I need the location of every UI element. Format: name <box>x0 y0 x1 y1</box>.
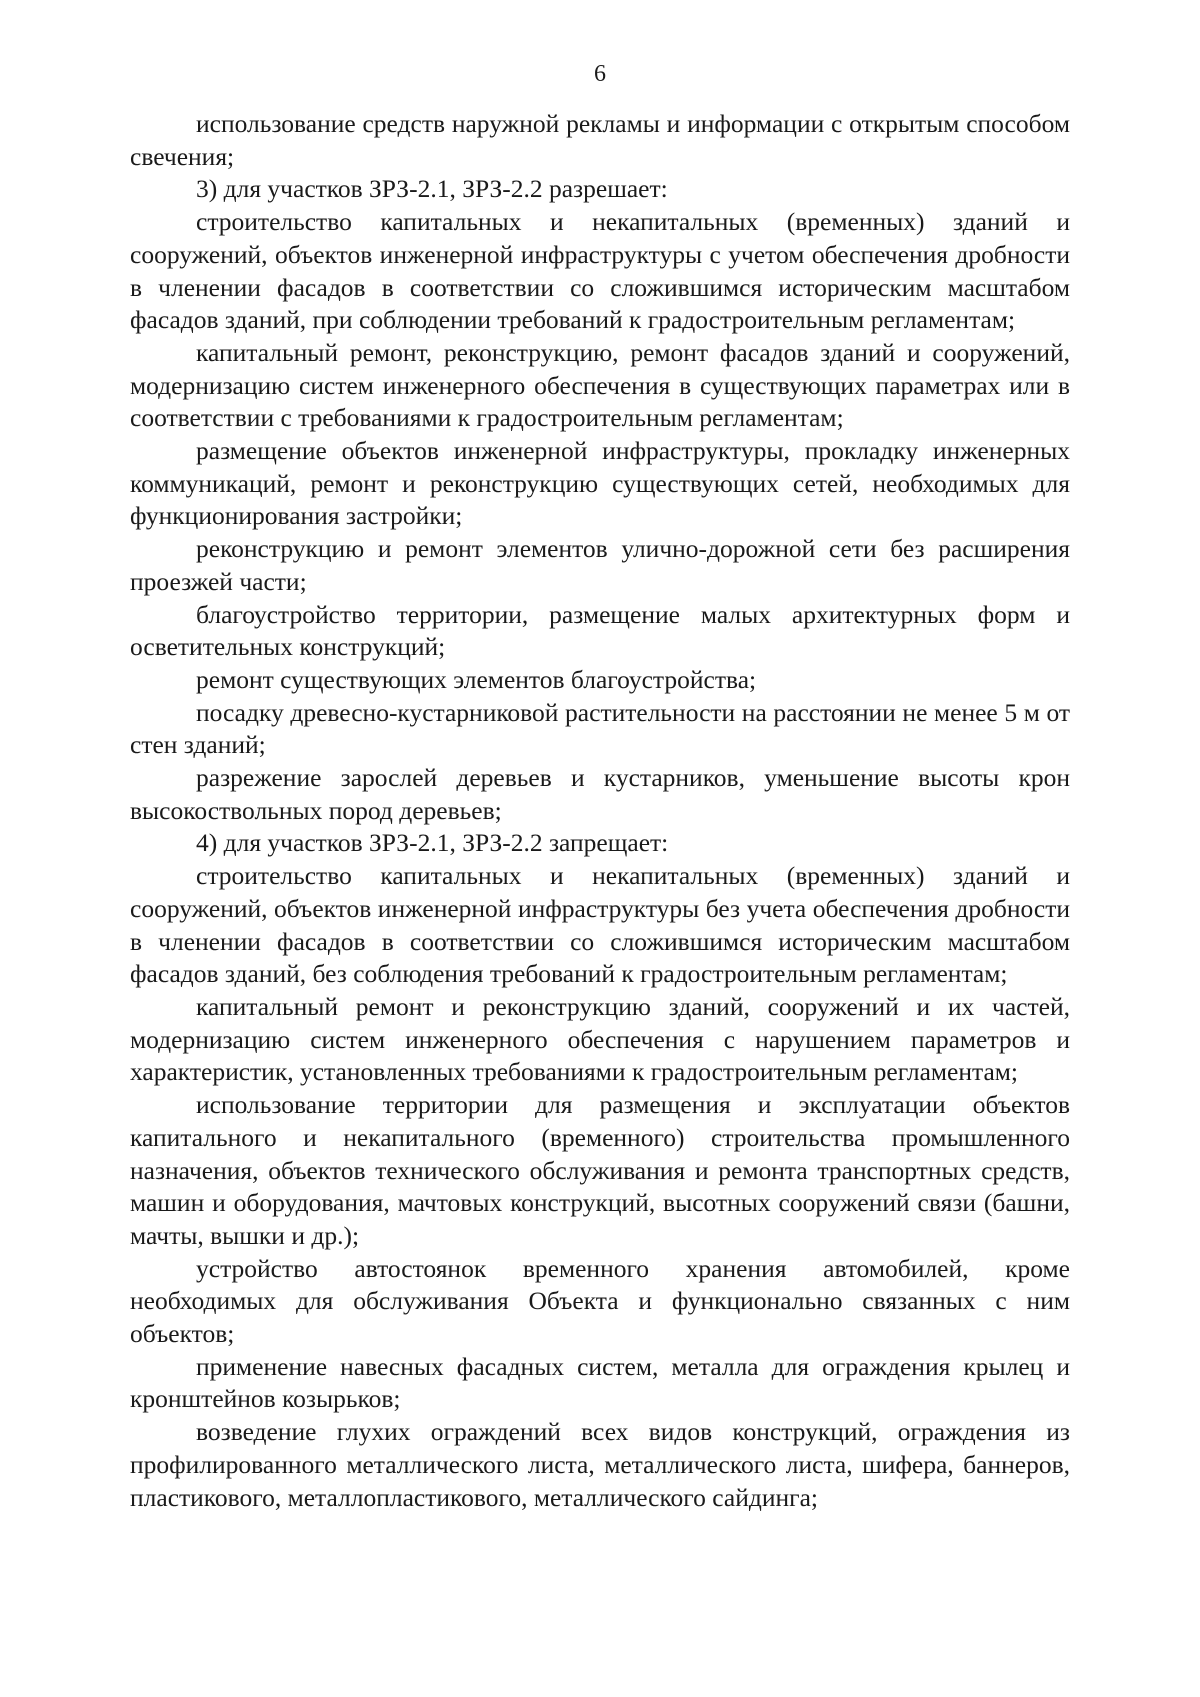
paragraph: разрежение зарослей деревьев и кустарников, уменьшение высоты крон высокоствольных пород деревьев; <box>130 763 1070 825</box>
paragraph: капитальный ремонт, реконструкцию, ремонт фасадов зданий и сооружений, модернизацию систем инженерного обеспечения в существующих параметрах или в соответствии с требованиями к градостроительным регламентам; <box>130 337 1070 433</box>
paragraph: посадку древесно-кустарниковой растительности на расстоянии не менее 5 м от стен зданий; <box>130 697 1070 760</box>
paragraph: использование средств наружной рекламы и информации с открытым способом свечения; <box>130 109 1070 171</box>
paragraph: строительство капитальных и некапитальных (временных) зданий и сооружений, объектов инженерной инфраструктуры с учетом обеспечения дробности в членении фасадов в соответствии со сложившимся историческим масштабом фасадов зданий, при соблюдении требований к градостроительным регламентам; <box>130 207 1070 335</box>
section-heading-3: 3) для участков ЗРЗ-2.1, ЗРЗ-2.2 разрешает: <box>196 174 668 204</box>
page-number: 6 <box>594 61 606 87</box>
paragraph: ремонт существующих элементов благоустройства; <box>196 664 757 694</box>
document-body <box>130 108 1070 1514</box>
paragraph: применение навесных фасадных систем, металла для ограждения крылец и кронштейнов козырьков; <box>130 1351 1070 1414</box>
paragraph: размещение объектов инженерной инфраструктуры, прокладку инженерных коммуникаций, ремонт и реконструкцию существующих сетей, необходимых для функционирования застройки; <box>130 436 1070 531</box>
paragraph: строительство капитальных и некапитальных (временных) зданий и сооружений, объектов инженерной инфраструктуры без учета обеспечения дробности в членении фасадов в соответствии со сложившимся историческим масштабом фасадов зданий, без соблюдения требований к градостроительным регламентам; <box>130 861 1070 989</box>
paragraph: возведение глухих ограждений всех видов конструкций, ограждения из профилированного металлического листа, металлического листа, шифера, баннеров, пластикового, металлопластикового, металлического сайдинга; <box>130 1417 1070 1512</box>
section-heading-4: 4) для участков ЗРЗ-2.1, ЗРЗ-2.2 запрещает: <box>196 828 669 858</box>
paragraph: благоустройство территории, размещение малых архитектурных форм и осветительных конструкций; <box>130 599 1070 662</box>
paragraph: использование территории для размещения и эксплуатации объектов капитального и некапитального (временного) строительства промышленного назначения, объектов технического обслуживания и ремонта транспортных средств, машин и оборудования, мачтовых конструкций, высотных сооружений связи (башни, мачты, вышки и др.); <box>130 1090 1070 1250</box>
paragraph: реконструкцию и ремонт элементов улично-дорожной сети без расширения проезжей части; <box>130 534 1070 596</box>
paragraph: устройство автостоянок временного хранения автомобилей, кроме необходимых для обслуживания Объекта и функционально связанных с ним объектов; <box>130 1253 1070 1349</box>
paragraph: капитальный ремонт и реконструкцию зданий, сооружений и их частей, модернизацию систем инженерного обеспечения с нарушением параметров и характеристик, установленных требованиями к градостроительным регламентам; <box>130 991 1070 1087</box>
